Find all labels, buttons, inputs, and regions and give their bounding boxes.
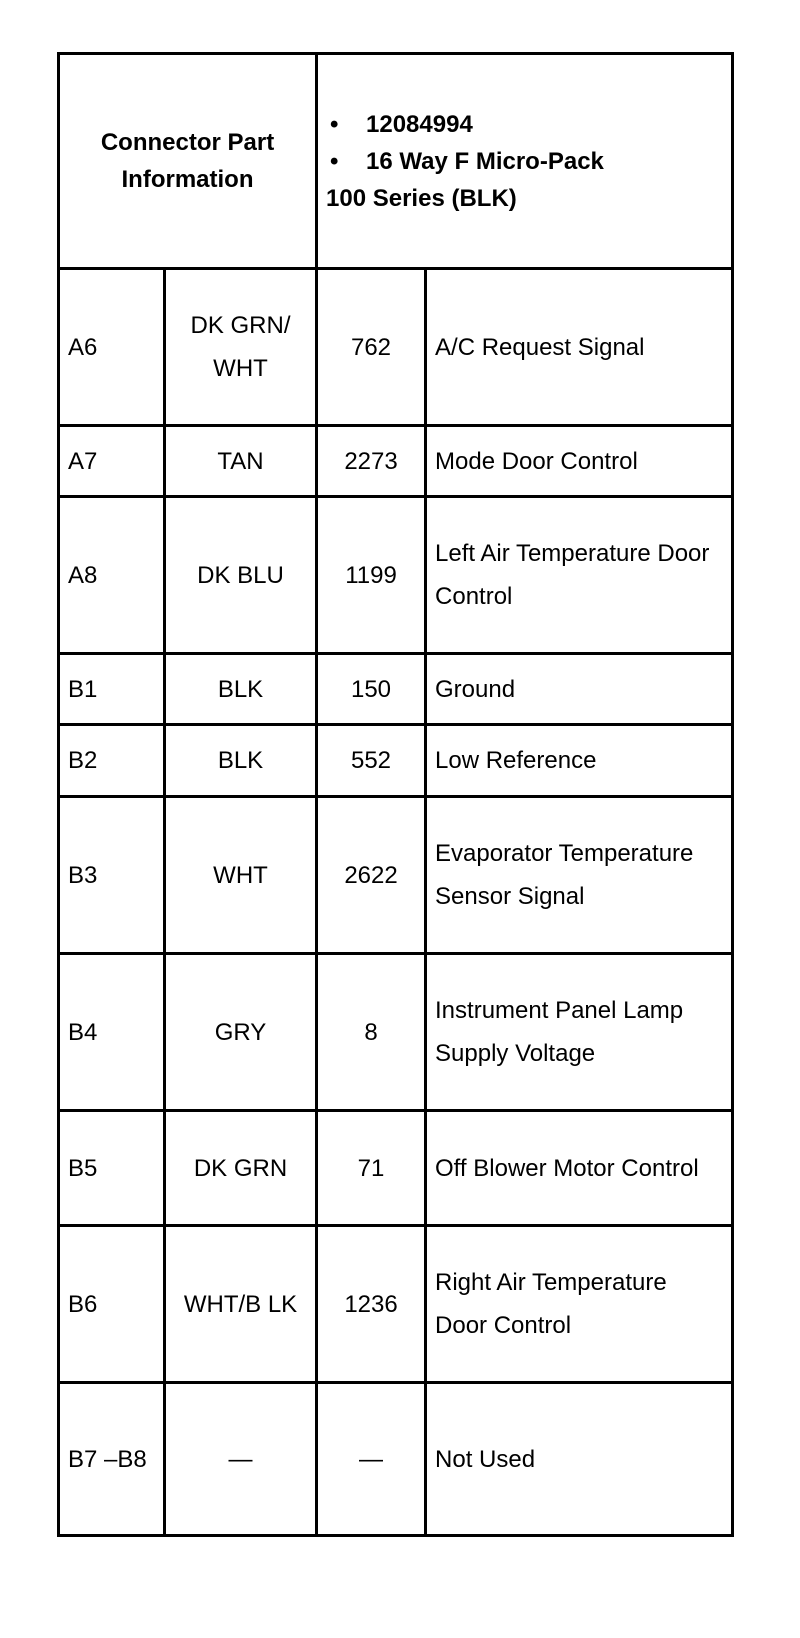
pin-cell: B2 <box>59 725 165 797</box>
circuit-cell: 71 <box>317 1111 426 1226</box>
function-cell: Evaporator Temperature Sensor Signal <box>426 797 733 954</box>
table-row <box>59 269 733 426</box>
circuit-cell: 8 <box>317 954 426 1111</box>
wire-color-cell: DK BLU <box>165 497 317 654</box>
header-row <box>59 54 733 269</box>
part-number: 12084994 <box>366 110 473 138</box>
wire-color-cell: BLK <box>165 725 317 797</box>
part-number-line <box>326 106 723 143</box>
wire-color-cell: TAN <box>165 426 317 497</box>
wire-color-cell: DK GRN/ WHT <box>165 269 317 426</box>
circuit-cell: 1236 <box>317 1226 426 1383</box>
connector-part-information-label: Connector Part Information <box>59 54 317 269</box>
function-cell: Mode Door Control <box>426 426 733 497</box>
function-cell: Left Air Temperature Door Control <box>426 497 733 654</box>
pin-cell: A8 <box>59 497 165 654</box>
pin-cell: B3 <box>59 797 165 954</box>
circuit-cell: 552 <box>317 725 426 797</box>
connector-part-information-value <box>317 54 733 269</box>
pin-cell: B5 <box>59 1111 165 1226</box>
function-cell: Right Air Temperature Door Control <box>426 1226 733 1383</box>
table-row <box>59 797 733 954</box>
circuit-cell: 2622 <box>317 797 426 954</box>
circuit-cell: 150 <box>317 654 426 725</box>
wire-color-cell: — <box>165 1383 317 1536</box>
circuit-cell: 1199 <box>317 497 426 654</box>
table-row <box>59 497 733 654</box>
pin-cell: A7 <box>59 426 165 497</box>
circuit-cell: 2273 <box>317 426 426 497</box>
function-cell: Off Blower Motor Control <box>426 1111 733 1226</box>
wire-color-cell: WHT/B LK <box>165 1226 317 1383</box>
pin-cell: B4 <box>59 954 165 1111</box>
pin-cell: B7 –B8 <box>59 1383 165 1536</box>
function-cell: Low Reference <box>426 725 733 797</box>
function-cell: A/C Request Signal <box>426 269 733 426</box>
wire-color-cell: BLK <box>165 654 317 725</box>
table-row <box>59 654 733 725</box>
table-row <box>59 1111 733 1226</box>
table-row <box>59 1383 733 1536</box>
connector-type: 16 Way F Micro-Pack <box>366 147 604 175</box>
connector-type-line <box>326 143 723 180</box>
connector-pinout-table <box>57 52 734 1537</box>
wire-color-cell: GRY <box>165 954 317 1111</box>
wire-color-cell: WHT <box>165 797 317 954</box>
pin-cell: B6 <box>59 1226 165 1383</box>
function-cell: Not Used <box>426 1383 733 1536</box>
table-row <box>59 954 733 1111</box>
pin-cell: A6 <box>59 269 165 426</box>
circuit-cell: — <box>317 1383 426 1536</box>
pin-cell: B1 <box>59 654 165 725</box>
function-cell: Instrument Panel Lamp Supply Voltage <box>426 954 733 1111</box>
connector-series: 100 Series (BLK) <box>326 184 517 212</box>
function-cell: Ground <box>426 654 733 725</box>
bullet-icon: • <box>330 110 339 138</box>
wire-color-cell: DK GRN <box>165 1111 317 1226</box>
table-row <box>59 1226 733 1383</box>
circuit-cell: 762 <box>317 269 426 426</box>
bullet-icon: • <box>330 147 339 175</box>
table-row <box>59 426 733 497</box>
table-row <box>59 725 733 797</box>
